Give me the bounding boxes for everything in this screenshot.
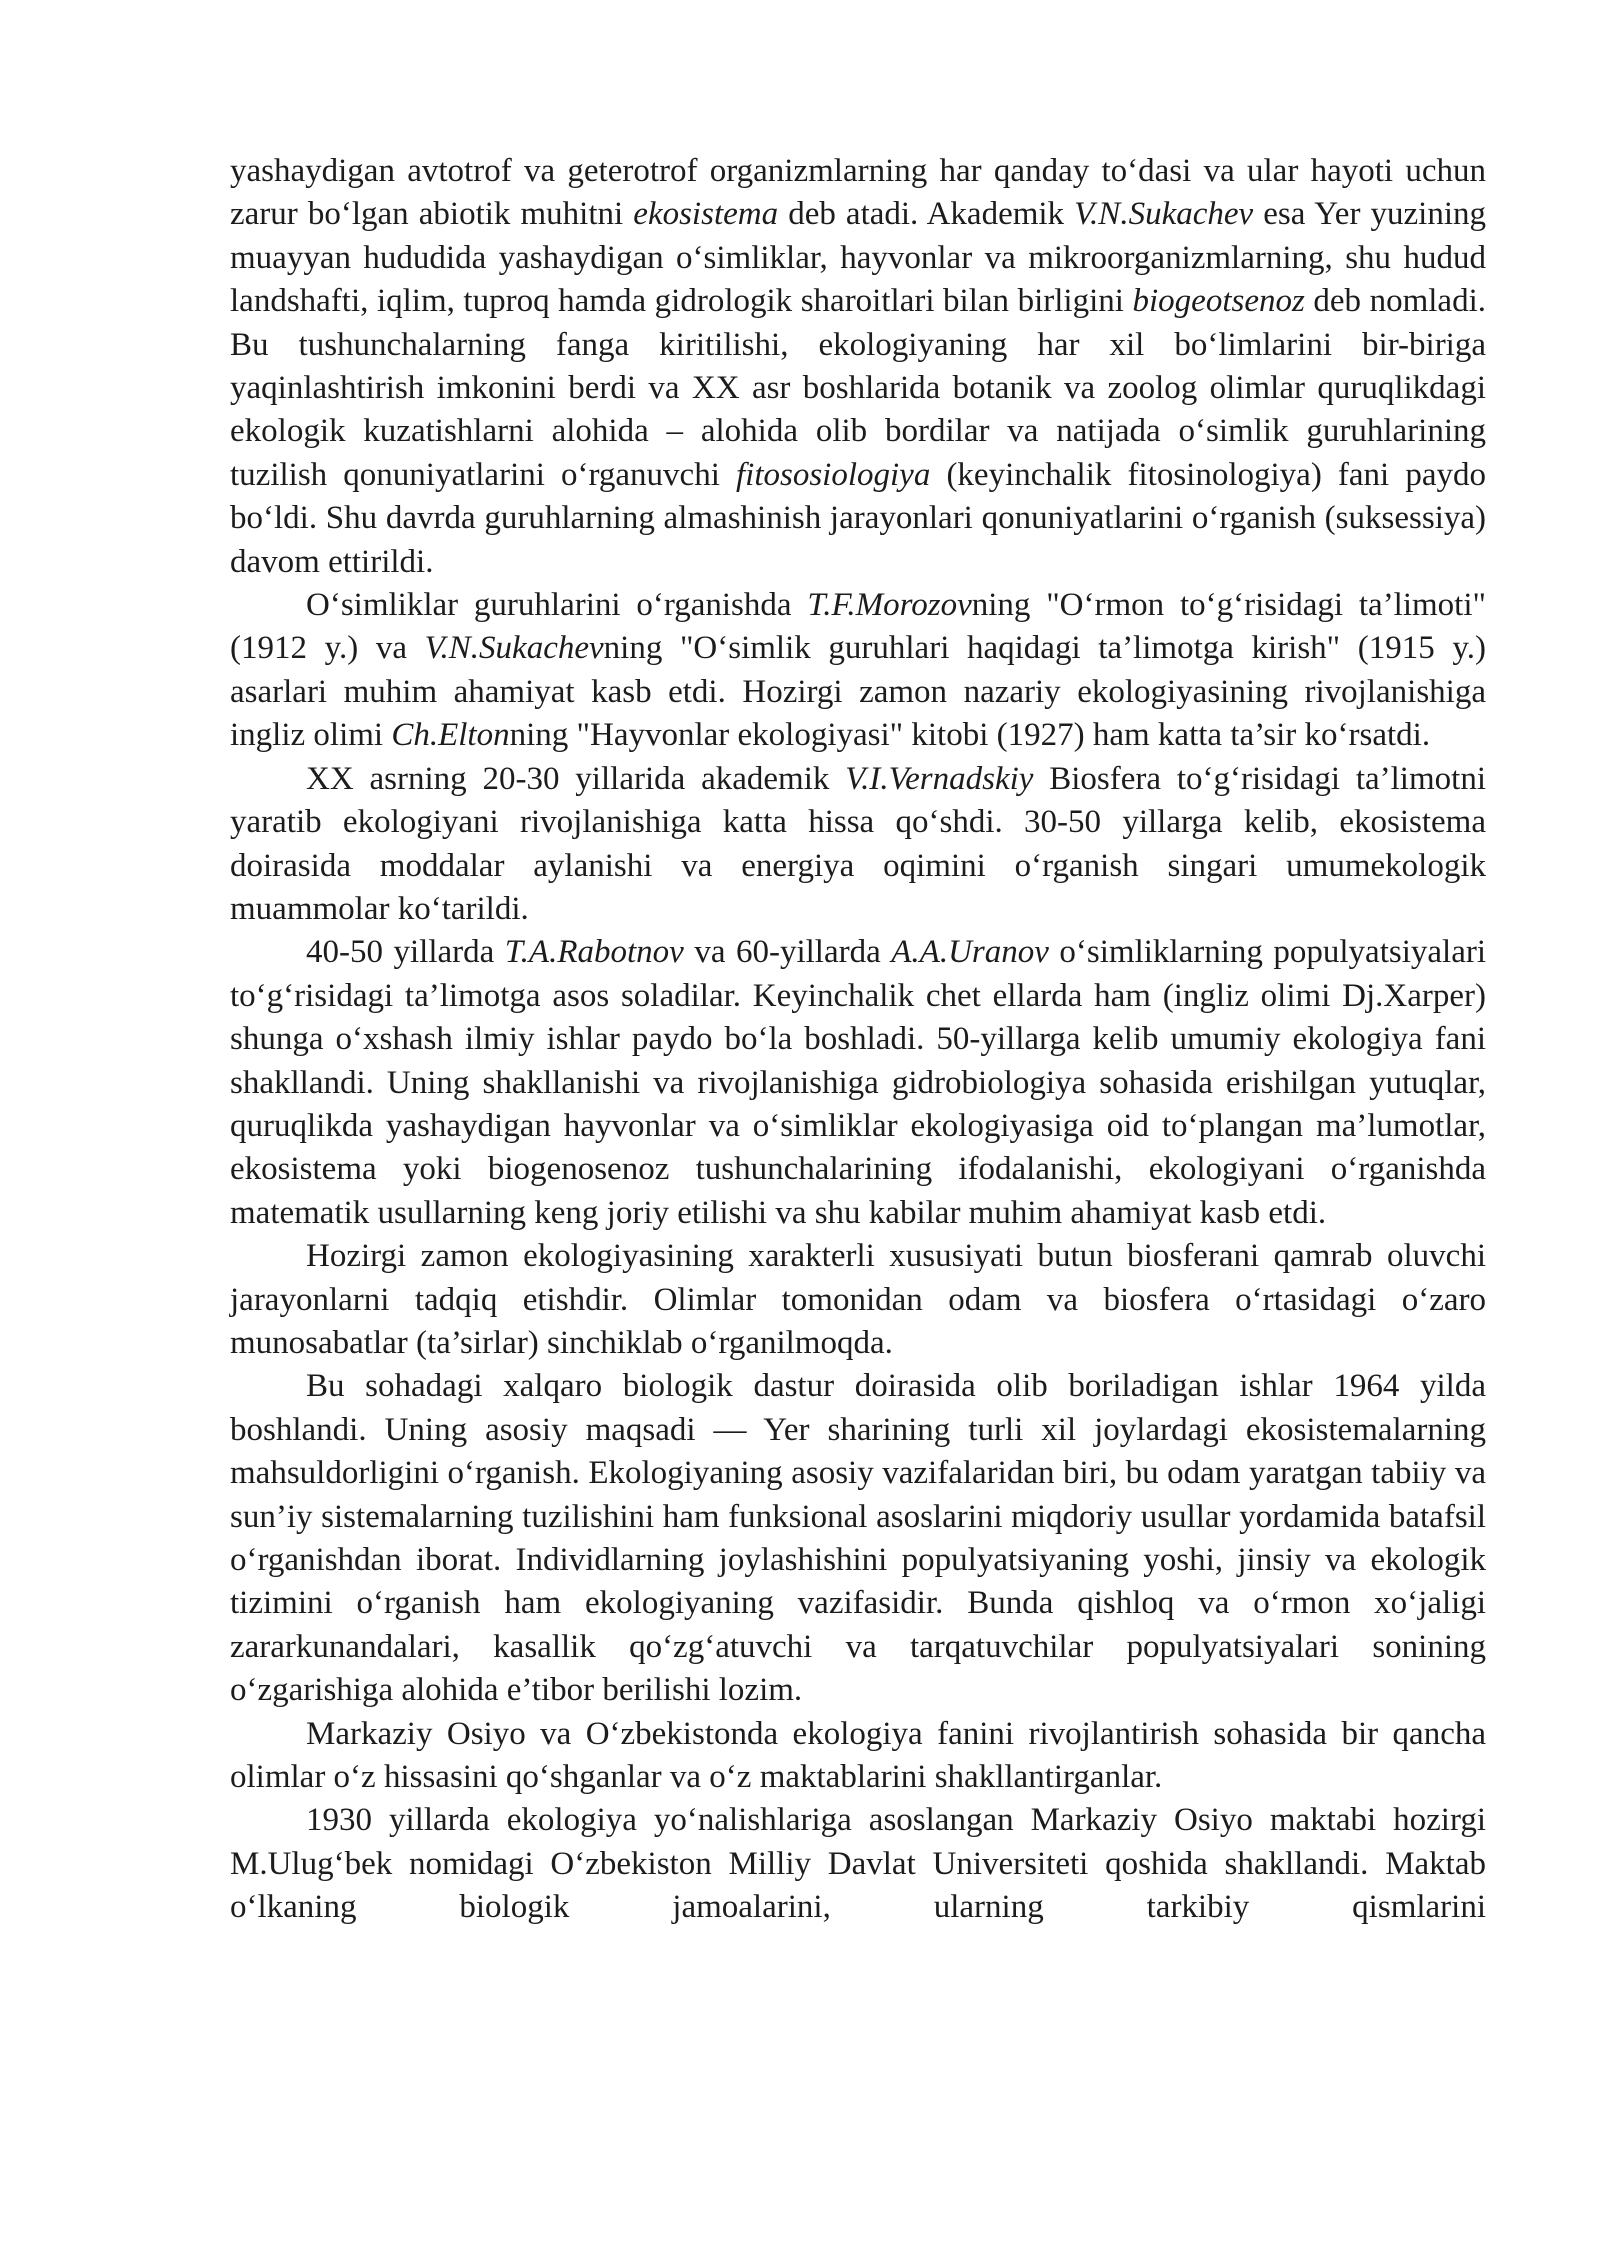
text-span: deb nomladi. Bu tushunchalarning fanga kiritilishi, ekologiyaning har xil bo‘limlarini bir-biriga yaqinlashtirish imkonini berdi va XX asr boshlarida botanik va zoolog olimlar quruqlikdagi ekologik kuzatishlarni alohida – alohida olib bordilar va natijada o‘simlik guruhlarining tuzilish qonuniyatlarini o‘rganuvchi [230,283,1486,493]
text-span: o‘simliklarning populyatsiyalari to‘g‘risidagi ta’limotga asos soladilar. Keyinchalik chet ellarda ham (ingliz olimi Dj.Xarper) shunga o‘xshash ilmiy ishlar paydo bo‘la boshladi. 50-yillarga kelib umumiy ekologiya fani shakllandi. Uning shakllanishi va rivojlanishiga gidrobiologiya sohasida erishilgan yutuqlar, quruqlikda yashaydigan hayvonlar va o‘simliklar ekologiyasiga oid to‘plangan ma’lumotlar, ekosistema yoki biogenosenoz tushunchalarining ifodalanishi, ekologiyani o‘rganishda matematik usullarning keng joriy etilishi va shu kabilar muhim ahamiyat kasb etdi. [230,934,1486,1231]
text-span: yashaydigan avtotrof va geterotrof organizmlarning har qanday to‘dasi va ular hayoti uchun zarur bo‘lgan abiotik muhitni [230,153,1486,233]
text-span: Bu sohadagi xalqaro biologik dastur doirasida olib boriladigan ishlar 1964 yilda boshlandi. Uning asosiy maqsadi — Yer sharining turli xil joylardagi ekosistemalarning mahsuldorligini o‘rganish. Ekologiyaning asosiy vazifalaridan biri, bu odam yaratgan tabiiy va sun’iy sistemalarning tuzilishini ham funksional asoslarini miqdoriy usullar yordamida batafsil o‘rganishdan iborat. Individlarning joylashishini populyatsiyaning yoshi, jinsiy va ekologik tizimini o‘rganish ham ekologiyaning vazifasidir. Bunda qishloq va o‘rmon xo‘jaligi zararkunandalari, kasallik qo‘zg‘atuvchi va tarqatuvchilar populyatsiyalari sonining o‘zgarishiga alohida e’tibor berilishi lozim. [230,1368,1486,1709]
paragraph-5 [230,1235,1486,1365]
text-span: deb atadi. Akademik [778,196,1075,233]
author-sukachev: V.N.Sukachev [424,630,604,667]
paragraph-6 [230,1365,1486,1712]
paragraph-2 [230,584,1486,758]
author-elton: Ch.Elton [391,717,510,754]
author-uranov: A.A.Uranov [891,934,1049,971]
text-span: XX asrning 20-30 yillarida akademik [306,760,846,797]
text-span: va 60-yillarda [683,934,892,971]
term-biogeotsenoz: biogeotsenoz [1132,283,1305,320]
document-page [230,150,1486,1930]
text-span: ning "Hayvonlar ekologiyasi" kitobi (1927) ham katta ta’sir ko‘rsatdi. [509,717,1431,754]
paragraph-3 [230,758,1486,932]
author-sukachev: V.N.Sukachev [1074,196,1254,233]
text-span: Biosfera to‘g‘risidagi ta’limotni yaratib ekologiyani rivojlanishiga katta hissa qo‘shdi. 30-50 yillarga kelib, ekosistema doirasida moddalar aylanishi va energiya oqimini o‘rganish singari umumekologik muammolar ko‘tarildi. [230,760,1486,927]
text-span: Markaziy Osiyo va O‘zbekistonda ekologiya fanini rivojlantirish sohasida bir qancha olimlar o‘z hissasini qo‘shganlar va o‘z maktablarini shakllantirganlar. [230,1715,1486,1796]
term-fitososiologiya: fitososiologiya [735,456,931,493]
paragraph-4 [230,931,1486,1235]
text-span: 40-50 yillarda [306,934,505,971]
text-span: (keyinchalik fitosinologiya) fani paydo bo‘ldi. Shu davrda guruhlarning almashinish jarayonlari qonuniyatlarini o‘rganish (suksessiya) davom ettirildi. [230,456,1486,580]
text-span: O‘simliklar guruhlarini o‘rganishda [306,587,808,624]
author-morozov: T.F.Morozov [807,587,972,624]
term-ekosistema: ekosistema [633,196,779,233]
text-span: 1930 yillarda ekologiya yo‘nalishlariga asoslangan Markaziy Osiyo maktabi hozirgi M.Ulug‘bek nomidagi O‘zbekiston Milliy Davlat Universiteti qoshida shakllandi. Maktab o‘lkaning biologik jamoalarini, ularning tarkibiy qismlarini [230,1802,1486,1926]
text-span: esa Yer yuzining muayyan hududida yashaydigan o‘simliklar, hayvonlar va mikroorganizmlarning, shu hudud landshafti, iqlim, tuproq hamda gidrologik sharoitlari bilan birligini [230,196,1487,320]
paragraph-1 [230,150,1486,584]
text-span: Hozirgi zamon ekologiyasining xarakterli xususiyati butun biosferani qamrab oluvchi jarayonlarni tadqiq etishdir. Olimlar tomonidan odam va biosfera o‘rtasidagi o‘zaro munosabatlar (ta’sirlar) sinchiklab o‘rganilmoqda. [230,1238,1486,1361]
author-vernadskiy: V.I.Vernadskiy [845,760,1034,797]
text-span: ning "O‘simlik guruhlari haqidagi ta’limotga kirish" (1915 y.) asarlari muhim ahamiyat kasb etdi. Hozirgi zamon nazariy ekologiyasining rivojlanishiga ingliz olimi [230,630,1487,754]
paragraph-7 [230,1713,1486,1800]
paragraph-8 [230,1799,1486,1929]
text-span: ning "O‘rmon to‘g‘risidagi ta’limoti" (1912 y.) va [230,587,1486,667]
author-rabotnov: T.A.Rabotnov [504,934,684,971]
